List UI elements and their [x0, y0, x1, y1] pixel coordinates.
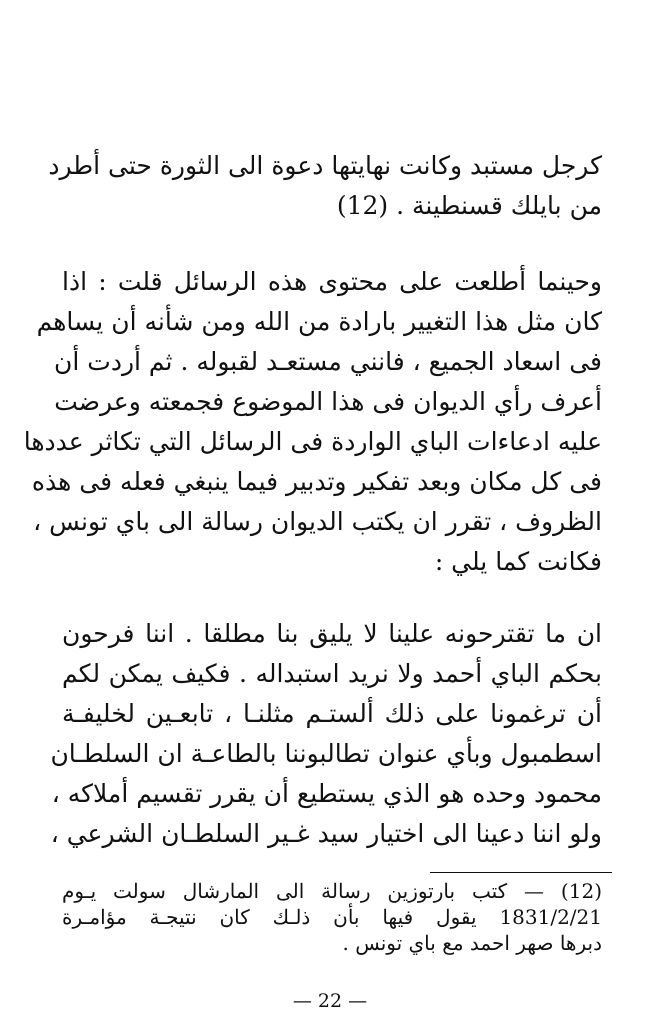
footnote-line: (12) — كتب بارتوزين رسالة الى المارشال سولت يـوم [62, 879, 602, 903]
text-line: أن ترغمونا على ذلك ألستـم مثلنـا ، تابعـين لخليفـة [62, 699, 602, 728]
footnote-line: دبرها صهر احمد مع باي تونس . [342, 931, 602, 955]
page-number: — 22 — [292, 990, 368, 1012]
footnote-divider [430, 872, 612, 873]
text-line: فى كل مكان وبعد تفكير وتدبير فيما ينبغي فعله فى هذه [31, 467, 602, 496]
footnote-line: 1831/2/21 يقول فيها بأن ذلـك كان نتيجـة مؤامـرة [62, 905, 602, 929]
text-line: فى اسعاد الجميع ، فانني مستعـد لقبوله . ثم أردت أن [54, 347, 602, 376]
paragraph-letters [23, 262, 602, 582]
paragraph-quoted-letter [50, 614, 602, 854]
text-line: من بايلك قسنطينة . (12) [336, 191, 602, 220]
text-line: أعرف رأي الديوان فى هذا الموضوع فجمعته وعرضت [54, 387, 602, 416]
text-line: ولو اننا دعينا الى اختيار سيد غـير السلطـان الشرعي ، [50, 819, 602, 848]
text-line: اسطمبول وبأي عنوان تطالبوننا بالطاعـة ان السلطـان [50, 739, 602, 768]
text-line: عليه ادعاءات الباي الواردة فى الرسائل التي تكاثر عددها [23, 427, 602, 456]
text-line: بحكم الباي أحمد ولا نريد استبداله . فكيف يمكن لكم [62, 659, 602, 688]
text-line: كرجل مستبد وكانت نهايتها دعوة الى الثورة حتى أطرد [48, 151, 602, 180]
text-line: كان مثل هذا التغيير بارادة من الله ومن شأنه أن يساهم [36, 307, 602, 336]
footnote [62, 878, 602, 956]
text-line: وحينما أطلعت على محتوى هذه الرسائل قلت : اذا [62, 267, 602, 296]
text-line: محمود وحده هو الذي يستطيع أن يقرر تقسيم أملاكه ، [51, 779, 602, 808]
text-line: ان ما تقترحونه علينا لا يليق بنا مطلقا . اننا فرحون [62, 619, 602, 648]
paragraph-continuation [48, 146, 602, 226]
text-line: فكانت كما يلي : [434, 547, 602, 576]
text-line: الظروف ، تقرر ان يكتب الديوان رسالة الى باي تونس ، [33, 507, 602, 536]
